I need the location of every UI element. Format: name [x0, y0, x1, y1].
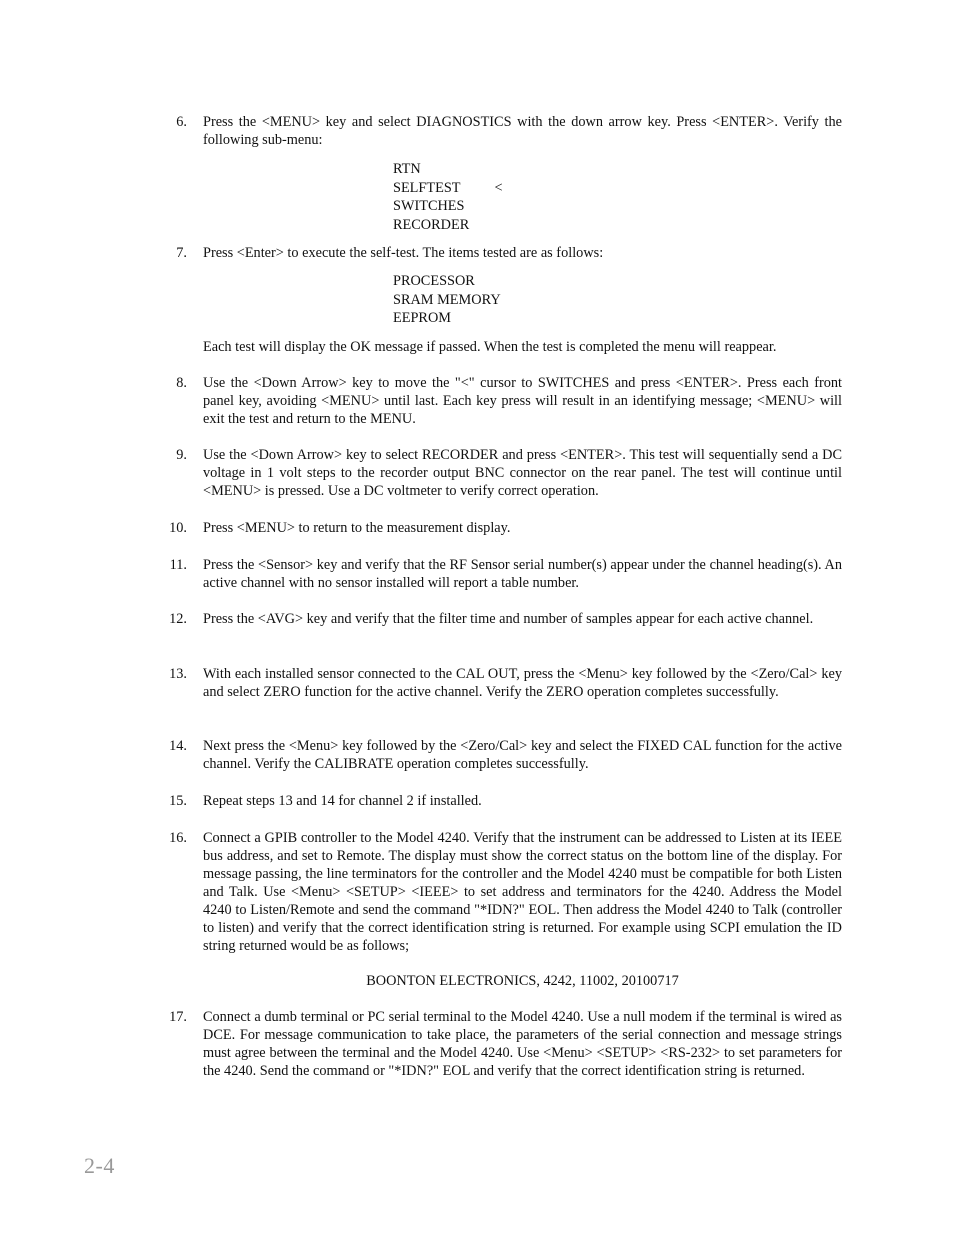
submenu-item-switches: SWITCHES — [393, 198, 465, 215]
step-number: 17. — [169, 1009, 187, 1025]
step-text: Connect a GPIB controller to the Model 4240. Verify that the instrument can be addressed to Listen at its IEEE bus address, and set to Remote. The display must show the correct status on the bottom line of the display. For message passing, the line terminators for the controller and the Model 4240 must be compatible for both Listen and Talk. Use <Menu> <SETUP> <IEEE> to set address and terminators for the 4240. Address the Model 4240 to Listen/Remote and send the command "*IDN?" EOL. Then address the Model 4240 to Talk (controller to listen) and verify that the correct identification string is returned. For example using SCPI emulation the ID string returned would be as follows; — [203, 830, 842, 954]
step-number: 11. — [169, 557, 187, 573]
step-number: 13. — [169, 666, 187, 682]
selftest-item: EEPROM — [393, 310, 451, 327]
step-text: Press the <AVG> key and verify that the filter time and number of samples appear for each active channel. — [203, 611, 814, 627]
selftest-note: Each test will display the OK message if passed. When the test is completed the menu will reappear. — [203, 339, 777, 355]
submenu-item-rtn: RTN — [393, 161, 421, 177]
step-number: 7. — [176, 245, 187, 261]
step-text: Press <Enter> to execute the self-test. The items tested are as follows: — [203, 245, 604, 261]
step-text: Press <MENU> to return to the measurement display. — [203, 520, 511, 536]
step-text: Repeat steps 13 and 14 for channel 2 if installed. — [203, 793, 482, 809]
step-number: 16. — [169, 830, 187, 846]
page-number: 2-4 — [84, 1153, 115, 1178]
step-text: Use the <Down Arrow> key to move the "<" cursor to SWITCHES and press <ENTER>. Press each front panel key, avoiding <MENU> until last. Each key press will result in an identifying message; <MENU> will exit the test and return to the MENU. — [203, 375, 842, 427]
step-text: Use the <Down Arrow> key to select RECORDER and press <ENTER>. This test will sequentially send a DC voltage in 1 volt steps to the recorder output BNC connector on the rear panel. The test will continue until <MENU> is pressed. Use a DC voltmeter to verify correct operation. — [203, 447, 842, 499]
step-number: 14. — [169, 738, 187, 754]
step-number: 10. — [169, 520, 187, 536]
step-text: Press the <Sensor> key and verify that the RF Sensor serial number(s) appear under the channel heading(s). An active channel with no sensor installed will report a table number. — [203, 557, 842, 591]
diagnostics-submenu — [393, 160, 503, 235]
step-text: With each installed sensor connected to the CAL OUT, press the <Menu> key followed by the <Zero/Cal> key and select ZERO function for the active channel. Verify the ZERO operation completes successfully. — [203, 666, 842, 700]
step-number: 6. — [176, 114, 187, 130]
step-text: Next press the <Menu> key followed by the <Zero/Cal> key and select the FIXED CAL function for the active channel. Verify the CALIBRATE operation completes successfully. — [203, 738, 842, 772]
selftest-item: PROCESSOR — [393, 273, 475, 289]
step-number: 15. — [169, 793, 187, 809]
step-number: 8. — [176, 375, 187, 391]
submenu-cursor: < — [494, 179, 503, 196]
step-number: 9. — [176, 447, 187, 463]
selftest-items — [393, 272, 501, 328]
selftest-item: SRAM MEMORY — [393, 291, 501, 308]
step-text: Connect a dumb terminal or PC serial terminal to the Model 4240. Use a null modem if the terminal is wired as DCE. For message communication to take place, the parameters of the serial connection and message strings must agree between the terminal and the Model 4240. Use <Menu> <SETUP> <RS-232> to set parameters for the 4240. Send the command or "*IDN?" EOL and verify that the correct identification string is returned. — [203, 1009, 842, 1079]
submenu-item-selftest: SELFTEST < — [393, 179, 503, 196]
id-string-example: BOONTON ELECTRONICS, 4242, 11002, 20100717 — [366, 973, 679, 989]
submenu-item-recorder: RECORDER — [393, 217, 470, 234]
step-text: Press the <MENU> key and select DIAGNOSTICS with the down arrow key. Press <ENTER>. Verify the following sub-menu: — [203, 114, 842, 148]
step-number: 12. — [169, 611, 187, 627]
